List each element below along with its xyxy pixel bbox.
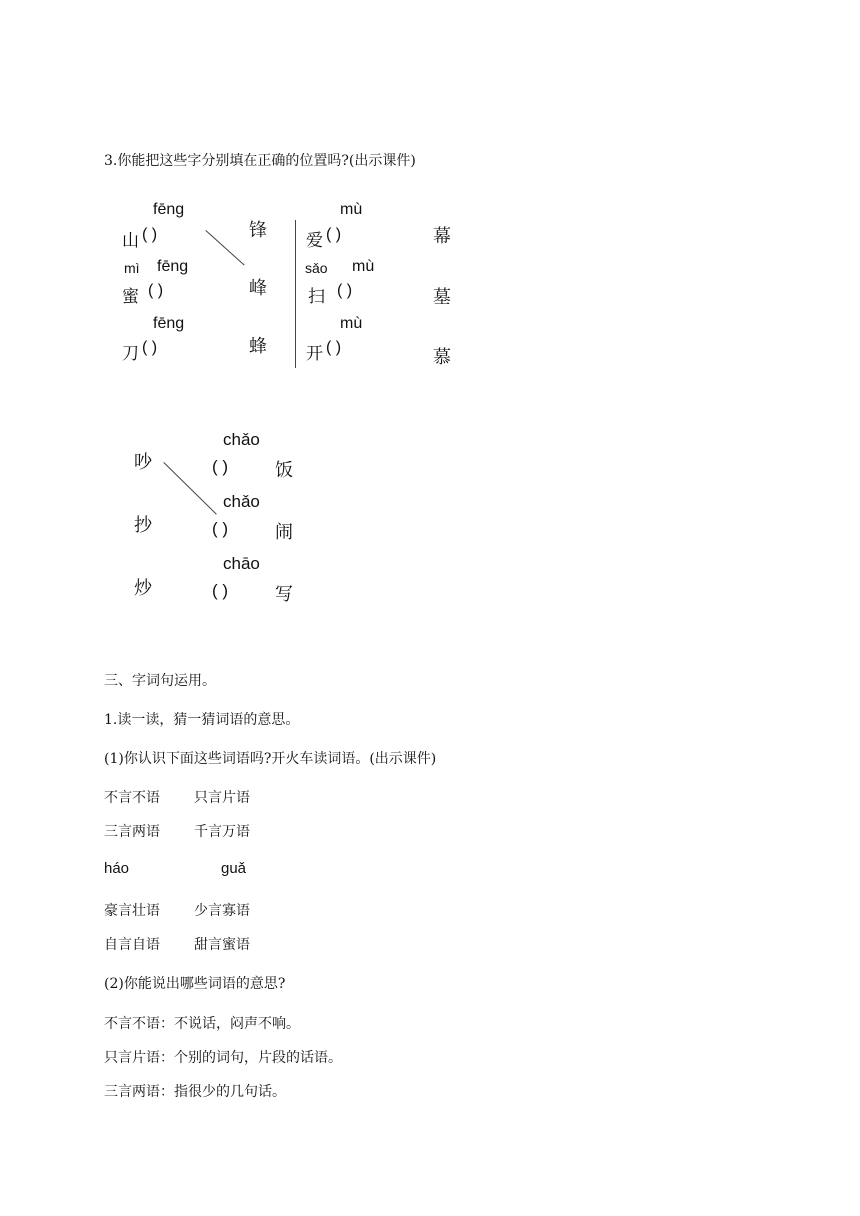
idiom: 豪言壮语 [104, 903, 160, 919]
option-char: 抄 [134, 515, 152, 536]
idiom: 千言万语 [194, 824, 250, 840]
pinyin: mù [340, 201, 363, 218]
answer-blank[interactable]: ( ) [148, 282, 164, 299]
answer-blank[interactable]: ( ) [212, 519, 229, 538]
answer-blank[interactable]: ( ) [142, 339, 158, 356]
meaning-line: 只言片语：个别的词句，片段的话语。 [104, 1050, 342, 1066]
connect-line [163, 462, 216, 515]
answer-blank[interactable]: ( ) [326, 339, 342, 356]
pinyin: fēng [153, 315, 185, 332]
answer-blank[interactable]: ( ) [326, 226, 342, 243]
meaning-line: 不言不语：不说话，闷声不响。 [104, 1016, 300, 1032]
answer-blank[interactable]: ( ) [337, 282, 353, 299]
subquestion-2: (2)你能说出哪些词语的意思? [104, 976, 286, 992]
option-char: 炒 [134, 578, 152, 599]
pinyin-left: mì [124, 260, 140, 276]
answer-blank[interactable]: ( ) [142, 226, 158, 243]
word-char: 饭 [275, 460, 293, 481]
word-char: 刀 [122, 344, 139, 364]
word-char: 闹 [275, 522, 293, 543]
option-char: 吵 [134, 452, 152, 473]
question-1-title: 1.读一读，猜一猜词语的意思。 [104, 712, 300, 728]
idiom: 不言不语 [104, 790, 160, 806]
option-char: 慕 [433, 347, 451, 368]
answer-blank[interactable]: ( ) [212, 457, 229, 476]
pinyin: chǎo [223, 492, 260, 511]
word-char: 爱 [306, 231, 323, 251]
connect-line [205, 230, 244, 266]
idiom: 甜言蜜语 [194, 937, 250, 953]
word-char: 扫 [308, 287, 325, 307]
option-char: 峰 [249, 278, 267, 299]
idiom: 少言寡语 [194, 903, 250, 919]
pinyin: háo [104, 860, 130, 877]
option-char: 墓 [433, 287, 451, 308]
option-char: 锋 [249, 220, 267, 241]
pinyin-left: sǎo [305, 260, 328, 276]
pinyin: guǎ [221, 860, 247, 877]
question-3-title: 3.你能把这些字分别填在正确的位置吗?(出示课件) [104, 153, 416, 169]
divider [295, 220, 296, 368]
option-char: 蜂 [249, 336, 267, 357]
answer-blank[interactable]: ( ) [212, 581, 229, 600]
section-heading: 三、字词句运用。 [104, 673, 216, 689]
pinyin: chǎo [223, 430, 260, 449]
pinyin: mù [352, 258, 375, 275]
word-char: 蜜 [122, 287, 139, 307]
subquestion-1: (1)你认识下面这些词语吗?开火车读词语。(出示课件) [104, 751, 437, 767]
option-char: 幕 [433, 226, 451, 247]
word-char: 山 [122, 231, 139, 251]
idiom: 自言自语 [104, 937, 160, 953]
idiom: 只言片语 [194, 790, 250, 806]
pinyin: fēng [157, 258, 189, 275]
word-char: 开 [306, 344, 323, 364]
idiom: 三言两语 [104, 824, 160, 840]
pinyin: mù [340, 315, 363, 332]
meaning-line: 三言两语：指很少的几句话。 [104, 1084, 286, 1100]
word-char: 写 [275, 584, 293, 605]
pinyin: chāo [223, 554, 260, 573]
pinyin: fēng [153, 201, 185, 218]
